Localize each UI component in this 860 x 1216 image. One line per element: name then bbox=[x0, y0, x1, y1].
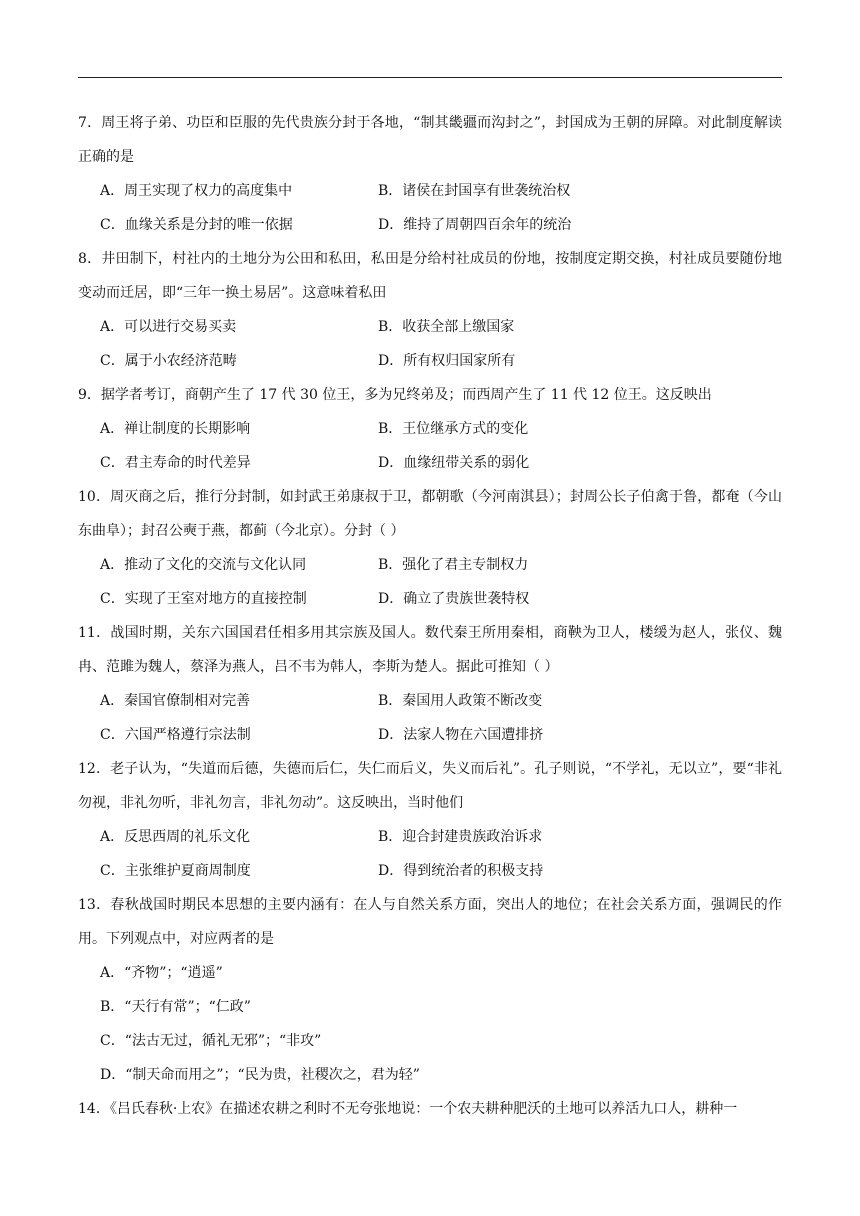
option-grid bbox=[78, 548, 782, 616]
option-d: D．法家人物在六国遭排挤 bbox=[378, 727, 544, 743]
question-9 bbox=[78, 378, 782, 480]
question-stem: 7．周王将子弟、功臣和臣服的先代贵族分封于各地，“制其畿疆而沟封之”，封国成为王朝的屏障。对此制度解读正确的是 bbox=[78, 115, 782, 165]
question-8 bbox=[78, 242, 782, 378]
question-14 bbox=[78, 1092, 782, 1126]
question-13 bbox=[78, 888, 782, 1092]
option-d: D．确立了贵族世袭特权 bbox=[378, 591, 530, 607]
option-grid bbox=[78, 310, 782, 378]
question-10 bbox=[78, 480, 782, 616]
option-a: A．推动了文化的交流与文化认同 bbox=[100, 557, 307, 573]
option-a: A．“齐物”；“逍遥” bbox=[100, 965, 223, 981]
option-d: D．血缘纽带关系的弱化 bbox=[378, 455, 530, 471]
option-c: C．六国严格遵行宗法制 bbox=[100, 727, 251, 743]
option-d: D．所有权归国家所有 bbox=[378, 353, 516, 369]
option-grid bbox=[78, 684, 782, 752]
question-stem: 11．战国时期，关东六国国君任相多用其宗族及国人。数代秦王所用秦相，商鞅为卫人，楼缓为赵人，张仪、魏冉、范雎为魏人，蔡泽为燕人，吕不韦为韩人，李斯为楚人。据此可推知（ ） bbox=[78, 625, 782, 675]
question-stem: 14．《吕氏春秋·上农》在描述农耕之利时不无夸张地说：一个农夫耕种肥沃的土地可以养活九口人，耕种一 bbox=[78, 1101, 738, 1117]
question-12 bbox=[78, 752, 782, 888]
option-grid bbox=[78, 174, 782, 242]
question-list bbox=[78, 106, 782, 1126]
option-c: C．实现了王室对地方的直接控制 bbox=[100, 591, 307, 607]
question-stem: 9．据学者考订，商朝产生了 17 代 30 位王，多为兄终弟及；而西周产生了 11 代 12 位王。这反映出 bbox=[78, 387, 712, 403]
option-c: C．血缘关系是分封的唯一依据 bbox=[100, 217, 293, 233]
option-c: C．主张维护夏商周制度 bbox=[100, 863, 251, 879]
option-c: C．“法古无过，循礼无邪”；“非攻” bbox=[100, 1033, 322, 1049]
question-7 bbox=[78, 106, 782, 242]
option-b: B．诸侯在封国享有世袭统治权 bbox=[378, 183, 571, 199]
option-a: A．反思西周的礼乐文化 bbox=[100, 829, 251, 845]
option-b: B．强化了君主专制权力 bbox=[378, 557, 529, 573]
option-d: D．得到统治者的积极支持 bbox=[378, 863, 544, 879]
header-rule bbox=[78, 77, 782, 78]
question-11 bbox=[78, 616, 782, 752]
option-b: B．收获全部上缴国家 bbox=[378, 319, 515, 335]
option-list bbox=[78, 956, 782, 1092]
option-b: B．秦国用人政策不断改变 bbox=[378, 693, 543, 709]
option-grid bbox=[78, 412, 782, 480]
option-a: A．禅让制度的长期影响 bbox=[100, 421, 251, 437]
option-d: D．“制天命而用之”；“民为贵，社稷次之，君为轻” bbox=[100, 1067, 420, 1083]
question-stem: 13．春秋战国时期民本思想的主要内涵有：在人与自然关系方面，突出人的地位；在社会关系方面，强调民的作用。下列观点中，对应两者的是 bbox=[78, 897, 782, 947]
option-d: D．维持了周朝四百余年的统治 bbox=[378, 217, 572, 233]
option-a: A．周王实现了权力的高度集中 bbox=[100, 183, 293, 199]
question-stem: 10．周灭商之后，推行分封制，如封武王弟康叔于卫，都朝歌（今河南淇县）；封周公长子伯禽于鲁，都奄（今山东曲阜）；封召公奭于燕，都蓟（今北京）。分封（ ） bbox=[78, 489, 782, 539]
option-b: B．“天行有常”；“仁政” bbox=[100, 999, 251, 1015]
option-b: B．迎合封建贵族政治诉求 bbox=[378, 829, 543, 845]
option-grid bbox=[78, 820, 782, 888]
option-c: C．君主寿命的时代差异 bbox=[100, 455, 251, 471]
question-stem: 12．老子认为，“失道而后德，失德而后仁，失仁而后义，失义而后礼”。孔子则说，“不学礼，无以立”，要“非礼勿视，非礼勿听，非礼勿言，非礼勿动”。这反映出，当时他们 bbox=[78, 761, 782, 811]
option-b: B．王位继承方式的变化 bbox=[378, 421, 529, 437]
question-stem: 8．井田制下，村社内的土地分为公田和私田，私田是分给村社成员的份地，按制度定期交换，村社成员要随份地变动而迁居，即“三年一换土易居”。这意味着私田 bbox=[78, 251, 782, 301]
option-c: C．属于小农经济范畴 bbox=[100, 353, 237, 369]
option-a: A．可以进行交易买卖 bbox=[100, 319, 237, 335]
option-a: A．秦国官僚制相对完善 bbox=[100, 693, 251, 709]
